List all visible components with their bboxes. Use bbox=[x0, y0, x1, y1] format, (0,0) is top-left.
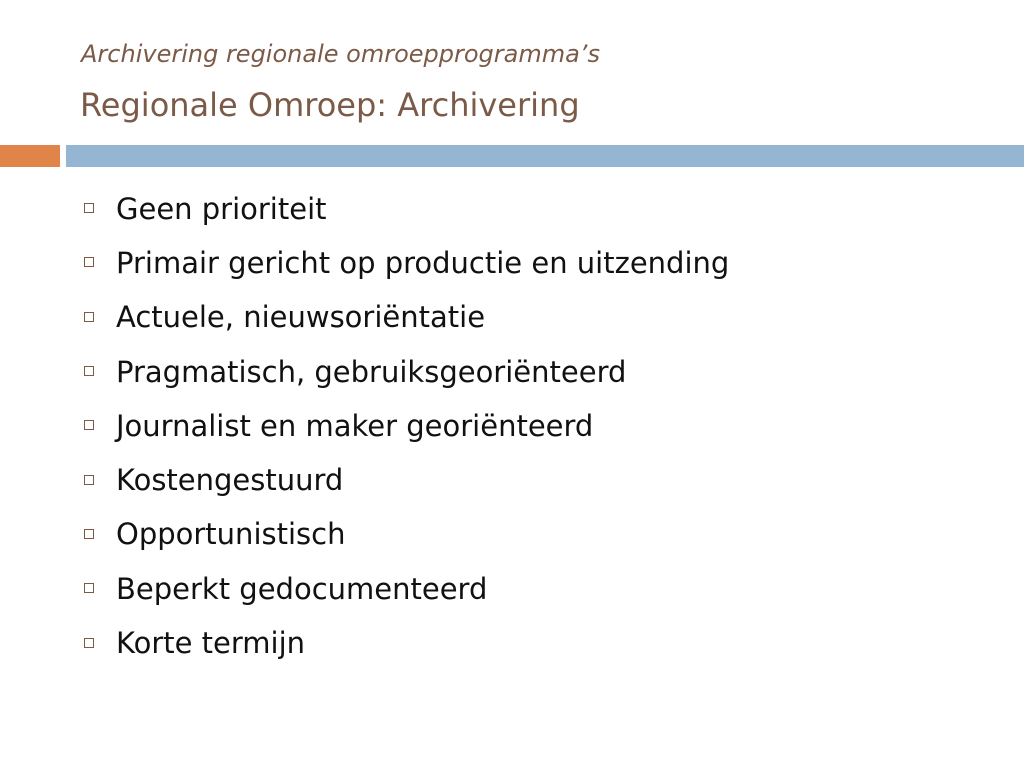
square-bullet-icon bbox=[84, 529, 94, 539]
bullet-item bbox=[80, 235, 729, 289]
bullet-item bbox=[80, 615, 729, 669]
bullet-item bbox=[80, 344, 729, 398]
slide-subtitle: Archivering regionale omroepprogramma’s bbox=[81, 40, 600, 68]
bullet-item bbox=[80, 290, 729, 344]
slide-title: Regionale Omroep: Archivering bbox=[80, 86, 580, 124]
bullet-list bbox=[80, 181, 729, 670]
bullet-item bbox=[80, 398, 729, 452]
blue-divider-bar bbox=[66, 145, 1024, 167]
bullet-text: Opportunistisch bbox=[116, 517, 346, 552]
bullet-text: Primair gericht op productie en uitzending bbox=[116, 245, 730, 280]
square-bullet-icon bbox=[84, 203, 94, 213]
square-bullet-icon bbox=[84, 420, 94, 430]
bullet-item bbox=[80, 452, 729, 506]
bullet-text: Actuele, nieuwsoriëntatie bbox=[116, 300, 486, 335]
bullet-text: Kostengestuurd bbox=[116, 463, 344, 498]
bullet-text: Pragmatisch, gebruiksgeoriënteerd bbox=[116, 354, 627, 389]
square-bullet-icon bbox=[84, 257, 94, 267]
square-bullet-icon bbox=[84, 475, 94, 485]
square-bullet-icon bbox=[84, 638, 94, 648]
bullet-item bbox=[80, 561, 729, 615]
bullet-item bbox=[80, 181, 729, 235]
orange-divider-bar bbox=[0, 145, 60, 167]
bullet-text: Korte termijn bbox=[116, 626, 306, 661]
square-bullet-icon bbox=[84, 366, 94, 376]
bullet-item bbox=[80, 507, 729, 561]
bullet-text: Journalist en maker georiënteerd bbox=[116, 408, 594, 443]
square-bullet-icon bbox=[84, 312, 94, 322]
bullet-text: Geen prioriteit bbox=[116, 191, 327, 226]
square-bullet-icon bbox=[84, 583, 94, 593]
bullet-text: Beperkt gedocumenteerd bbox=[116, 571, 488, 606]
